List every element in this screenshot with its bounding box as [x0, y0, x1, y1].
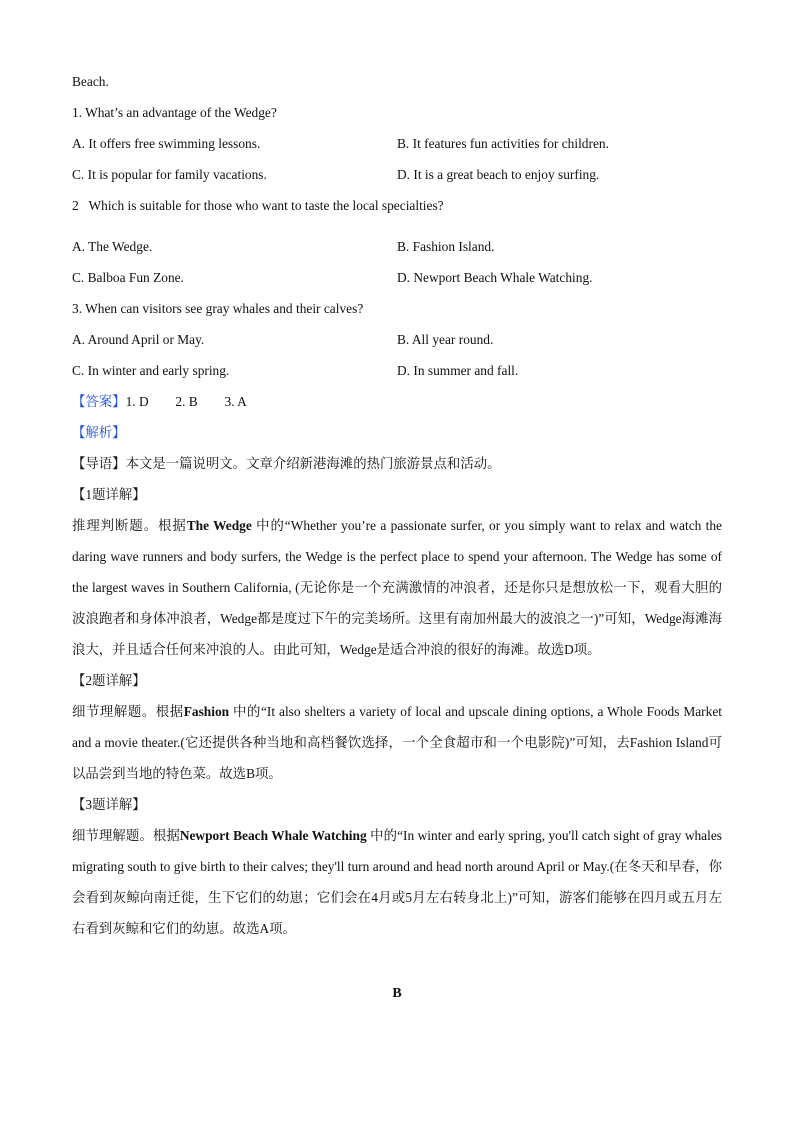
q1-detail-lead: 推理判断题。根据	[72, 518, 187, 533]
q2-detail-heading: 【2题详解】	[72, 673, 146, 688]
guide-text: 本文是一篇说明文。文章介绍新港海滩的热门旅游景点和活动。	[125, 456, 501, 471]
guide-tag: 【导语】	[72, 456, 126, 471]
question-3-stem: 3. When can visitors see gray whales and their calves?	[72, 301, 364, 316]
q2-detail-paragraph	[72, 696, 722, 789]
question-3-options-row-2	[72, 355, 722, 386]
q2-option-c: C. Balboa Fun Zone.	[72, 270, 184, 285]
guide-line	[72, 448, 722, 479]
q1-option-d: D. It is a great beach to enjoy surfing.	[397, 167, 600, 182]
q2-detail-keyword: Fashion	[183, 704, 230, 719]
analysis-tag: 【解析】	[72, 425, 126, 440]
intro-tail: Beach.	[72, 74, 109, 89]
q2-option-d: D. Newport Beach Whale Watching.	[397, 270, 593, 285]
q3-option-c: C. In winter and early spring.	[72, 363, 230, 378]
question-1-options-row-1	[72, 128, 722, 159]
answer-tag: 【答案】	[72, 394, 126, 409]
section-label: B	[392, 986, 402, 1001]
q2-detail-body: 中的“It also shelters a variety of local and upscale dining options, a Whole Foods Market and a movie theater.(它还提供各种当地和高档餐饮选择，一个全食超市和一个电影院)”可知，去Fashion Island可以品尝到当地的特色菜。故选B项。	[72, 704, 723, 781]
q1-option-b: B. It features fun activities for children.	[397, 136, 609, 151]
q3-option-a: A. Around April or May.	[72, 332, 205, 347]
q1-detail-keyword: The Wedge	[186, 518, 252, 533]
q3-option-d: D. In summer and fall.	[397, 363, 519, 378]
question-3-options-row-1	[72, 324, 722, 355]
q3-detail-heading: 【3题详解】	[72, 797, 146, 812]
question-2-options-row-1	[72, 231, 722, 262]
question-2-stem: 2 Which is suitable for those who want to taste the local specialties?	[72, 198, 444, 213]
q2-option-b: B. Fashion Island.	[397, 239, 495, 254]
answer-text: 1. D 2. B 3. A	[125, 394, 247, 409]
q2-detail-lead: 细节理解题。根据	[72, 704, 184, 719]
q3-detail-keyword: Newport Beach Whale Watching	[179, 828, 367, 843]
q1-detail-heading: 【1题详解】	[72, 487, 146, 502]
question-1-stem: 1. What’s an advantage of the Wedge?	[72, 105, 277, 120]
q1-detail-body: 中的“Whether you’re a passionate surfer, or you simply want to relax and watch the daring wave runners and body surfers, the Wedge is the perfect place to spend your afternoon. The Wedge has some of the largest waves in Southern California, (无论你是一个充满激情的冲浪者，还是你只是想放松一下，观看大胆的波浪跑者和身体冲浪者，Wedge都是度过下午的完美场所。这里有南加州最大的波浪之一)”可知，Wedge海滩海浪大，并且适合任何来冲浪的人。由此可知，Wedge是适合冲浪的很好的海滩。故选D项。	[72, 518, 722, 657]
q3-detail-paragraph	[72, 820, 722, 944]
document-page	[72, 66, 722, 944]
q1-detail-paragraph	[72, 510, 722, 665]
q3-detail-body: 中的“In winter and early spring, you'll catch sight of gray whales migrating south to give birth to their calves; they'll turn around and head north around April or May.(在冬天和早春，你会看到灰鲸向南迁徙，生下它们的幼崽；它们会在4月或5月左右转身北上)”可知，游客们能够在四月或五月左右看到灰鲸和它们的幼崽。故选A项。	[72, 828, 722, 936]
q3-option-b: B. All year round.	[397, 332, 494, 347]
answer-line	[72, 386, 722, 417]
q3-detail-lead: 细节理解题。根据	[72, 828, 180, 843]
q1-option-c: C. It is popular for family vacations.	[72, 167, 267, 182]
question-2-options-row-2	[72, 262, 722, 293]
analysis-tag-line	[72, 417, 722, 448]
question-1-options-row-2	[72, 159, 722, 190]
q1-option-a: A. It offers free swimming lessons.	[72, 136, 261, 151]
q2-option-a: A. The Wedge.	[72, 239, 153, 254]
